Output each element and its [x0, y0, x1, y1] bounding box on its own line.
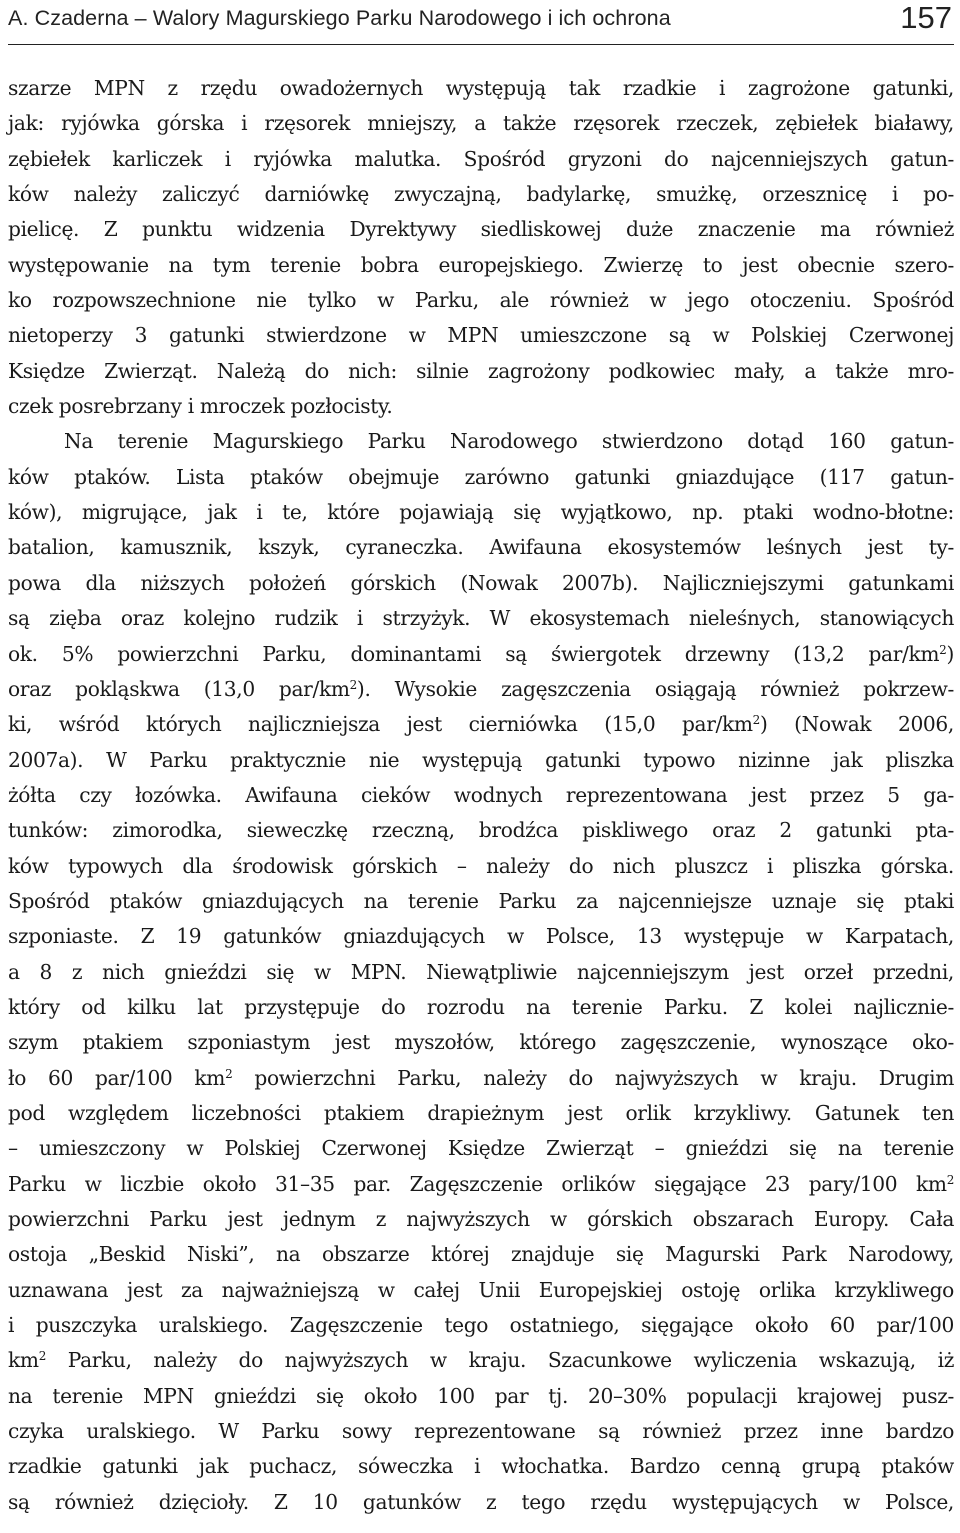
- text-line: pod względem liczebności ptakiem drapieżnym jest orlik krzykliwy. Gatunek ten: [8, 1100, 954, 1125]
- text-fragment: ki, wśród których najliczniejsza jest cierniówka (15,0 par/km: [8, 712, 753, 737]
- running-header: [8, 0, 954, 45]
- text-line: rzadkie gatunki jak puchacz, sóweczka i włochatka. Bardzo cenną grupą ptaków: [8, 1454, 954, 1479]
- text-line: [8, 707, 954, 742]
- text-line: czyka uralskiego. W Parku sowy reprezentowane są również przez inne bardzo: [8, 1419, 954, 1444]
- text-line: czek posrebrzany i mroczek pozłocisty.: [8, 394, 393, 419]
- paragraph-mammals: [8, 71, 954, 424]
- superscript: 2: [939, 642, 947, 657]
- text-fragment: ło 60 par/100 km: [8, 1065, 226, 1090]
- text-line: ków należy zaliczyć darniówkę zwyczajną, badylarkę, smużkę, orzesznicę i po-: [8, 182, 954, 207]
- text-fragment: ). Wysokie zagęszczenia osiągają również pokrzew-: [356, 676, 954, 701]
- text-line: Spośród ptaków gniazdujących na terenie Parku za najcenniejsze uznaje się ptaki: [8, 888, 954, 913]
- text-line: występowanie na tym terenie bobra europejskiego. Zwierzę to jest obecnie szero-: [8, 252, 954, 277]
- text-line: ostoja „Beskid Niski”, na obszarze której znajduje się Magurski Park Narodowy,: [8, 1242, 954, 1267]
- text-line: [8, 1343, 954, 1378]
- superscript: 2: [349, 677, 357, 692]
- superscript: 2: [752, 713, 760, 728]
- page-number: 157: [900, 0, 952, 35]
- text-line: a 8 z nich gnieździ się w MPN. Niewątpliwie najcenniejszym jest orzeł przedni,: [8, 959, 954, 984]
- text-line: ków typowych dla środowisk górskich – należy do nich pluszcz i pliszka górska.: [8, 853, 954, 878]
- text-line: który od kilku lat przystępuje do rozrodu na terenie Parku. Z kolei najlicznie-: [8, 994, 954, 1019]
- text-line: i puszczyka uralskiego. Zagęszczenie tego ostatniego, sięgające około 60 par/100: [8, 1313, 954, 1338]
- text-line: są zięba oraz kolejno rudzik i strzyżyk. W ekosystemach nieleśnych, stanowiących: [8, 606, 954, 631]
- text-fragment: powierzchni Parku, należy do najwyższych w kraju. Drugim: [232, 1065, 954, 1090]
- text-line: ków), migrujące, jak i te, które pojawiają się wyjątkowo, np. ptaki wodno-błotne:: [8, 500, 954, 525]
- text-line: Na terenie Magurskiego Parku Narodowego stwierdzono dotąd 160 gatun-: [64, 429, 954, 454]
- text-line: ko rozpowszechnione nie tylko w Parku, ale również w jego otoczeniu. Spośród: [8, 288, 954, 313]
- text-line: powa dla niższych położeń górskich (Nowak 2007b). Najliczniejszymi gatunkami: [8, 570, 954, 595]
- text-line: batalion, kamusznik, kszyk, cyraneczka. Awifauna ekosystemów leśnych jest ty-: [8, 535, 954, 560]
- article-body: [8, 71, 954, 1520]
- text-line: pielicę. Z punktu widzenia Dyrektywy siedliskowej duże znaczenie ma również: [8, 217, 954, 242]
- running-title: A. Czaderna – Walory Magurskiego Parku Narodowego i ich ochrona: [8, 6, 671, 30]
- text-line: nietoperzy 3 gatunki stwierdzone w MPN umieszczone są w Polskiej Czerwonej: [8, 323, 954, 348]
- paragraph-birds: [8, 424, 954, 1520]
- text-line: na terenie MPN gnieździ się około 100 par tj. 20–30% populacji krajowej pusz-: [8, 1383, 954, 1408]
- text-line: szponiaste. Z 19 gatunków gniazdujących w Polsce, 13 występuje w Karpatach,: [8, 924, 954, 949]
- text-fragment: oraz pokląskwa (13,0 par/km: [8, 676, 350, 701]
- text-line: szarze MPN z rzędu owadożernych występują tak rzadkie i zagrożone gatunki,: [8, 76, 954, 100]
- text-fragment: ) (Nowak 2006,: [759, 712, 954, 737]
- text-fragment: Parku w liczbie około 31–35 par. Zagęszczenie orlików sięgające 23 pary/100 km: [8, 1171, 947, 1196]
- text-line: [8, 1167, 954, 1202]
- text-line: żółta czy łozówka. Awifauna cieków wodnych reprezentowana jest przez 5 ga-: [8, 782, 954, 807]
- superscript: 2: [38, 1349, 46, 1364]
- text-line: są również dzięcioły. Z 10 gatunków z tego rzędu występujących w Polsce,: [8, 1489, 954, 1514]
- text-line: jak: ryjówka górska i rzęsorek mniejszy, a także rzęsorek rzeczek, zębiełek białawy,: [8, 111, 954, 136]
- text-line: Księdze Zwierząt. Należą do nich: silnie zagrożony podkowiec mały, a także mro-: [8, 358, 954, 383]
- text-line: szym ptakiem szponiastym jest myszołów, którego zagęszczenie, wynoszące oko-: [8, 1030, 954, 1055]
- superscript: 2: [946, 1172, 954, 1187]
- text-line: uznawana jest za najważniejszą w całej Unii Europejskiej ostoję orlika krzykliwego: [8, 1277, 954, 1302]
- text-line: powierzchni Parku jest jednym z najwyższych w górskich obszarach Europy. Cała: [8, 1207, 954, 1231]
- text-line: [8, 672, 954, 707]
- text-line: 2007a). W Parku praktycznie nie występują gatunki typowo nizinne jak pliszka: [8, 747, 954, 772]
- text-fragment: ): [946, 641, 954, 666]
- text-line: zębiełek karliczek i ryjówka malutka. Spośród gryzoni do najcenniejszych gatun-: [8, 146, 954, 171]
- text-fragment: km: [8, 1348, 39, 1373]
- text-fragment: Parku, należy do najwyższych w kraju. Szacunkowe wyliczenia wskazują, iż: [45, 1348, 954, 1373]
- text-fragment: ok. 5% powierzchni Parku, dominantami są świergotek drzewny (13,2 par/km: [8, 641, 940, 666]
- superscript: 2: [225, 1066, 233, 1081]
- text-line: [8, 637, 954, 672]
- text-line: [8, 1061, 954, 1096]
- text-line: – umieszczony w Polskiej Czerwonej Księdze Zwierząt – gnieździ się na terenie: [8, 1136, 954, 1161]
- text-line: tunków: zimorodka, sieweczkę rzeczną, brodźca piskliwego oraz 2 gatunki pta-: [8, 818, 954, 843]
- text-line: ków ptaków. Lista ptaków obejmuje zarówno gatunki gniazdujące (117 gatun-: [8, 464, 954, 489]
